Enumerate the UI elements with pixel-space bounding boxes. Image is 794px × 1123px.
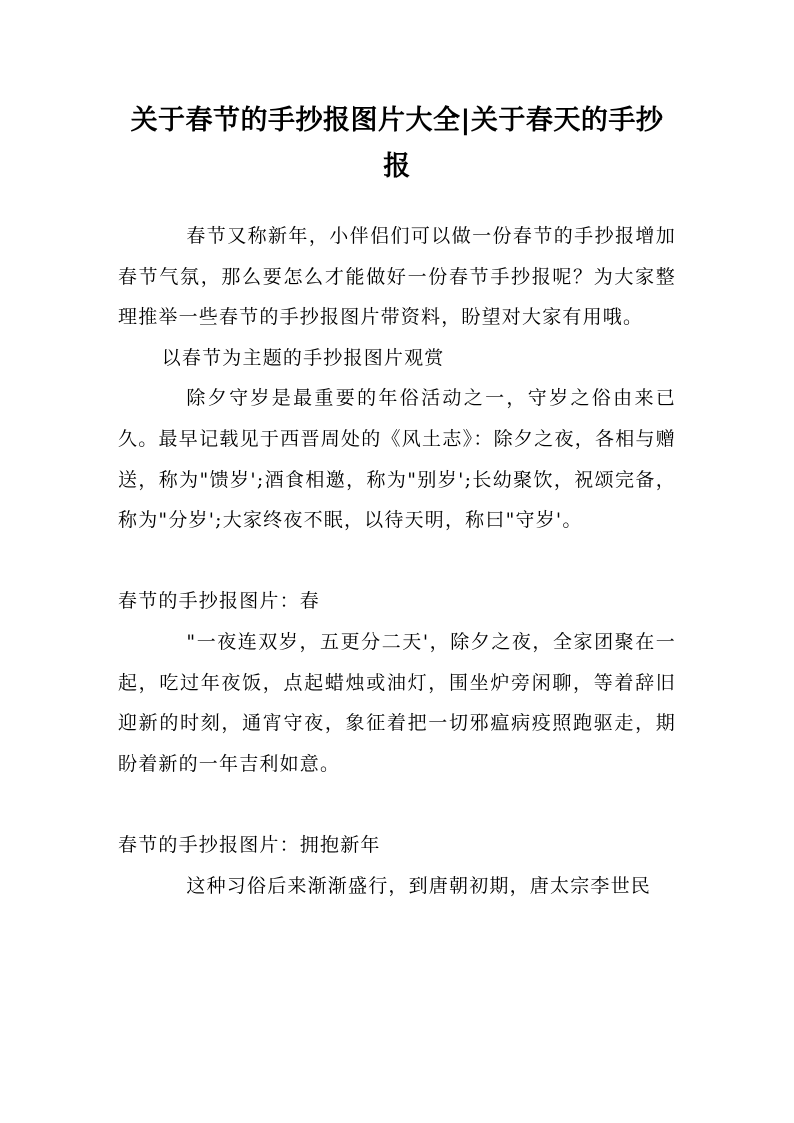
subheading-spring: 春节的手抄报图片：春: [118, 590, 321, 613]
subheading-theme-viewing: 以春节为主题的手抄报图片观赏: [161, 346, 445, 369]
subheading-embrace-new-year: 春节的手抄报图片：拥抱新年: [118, 833, 381, 856]
paragraph-intro: 春节又称新年，小伴侣们可以做一份春节的手抄报增加春节气氛，那么要怎么才能做好一份春节手抄报呢？为大家整理推举一些春节的手抄报图片带资料，盼望对大家有用哦。: [118, 225, 676, 329]
paragraph-shousui: 除夕守岁是最重要的年俗活动之一，守岁之俗由来已久。最早记载见于西晋周处的《风土志》：除夕之夜，各相与赠送，称为"馈岁';酒食相邀，称为"别岁';长幼聚饮，祝颂完备，称为"分岁';大家终夜不眠，以待天明，称曰"守岁'。: [118, 387, 676, 532]
paragraph-gap: [118, 541, 676, 582]
document-body: [118, 216, 676, 906]
document-title: 关于春节的手抄报图片大全|关于春天的手抄报: [130, 105, 664, 182]
paragraph-gap: [118, 784, 676, 825]
paragraph-custom-history: 这种习俗后来渐渐盛行，到唐朝初期，唐太宗李世民: [186, 874, 651, 897]
paragraph-new-year-eve: "一夜连双岁，五更分二天'，除夕之夜，全家团聚在一起，吃过年夜饭，点起蜡烛或油灯，围坐炉旁闲聊，等着辞旧迎新的时刻，通宵守夜，象征着把一切邪瘟病疫照跑驱走，期盼着新的一年吉利如意。: [118, 630, 676, 775]
